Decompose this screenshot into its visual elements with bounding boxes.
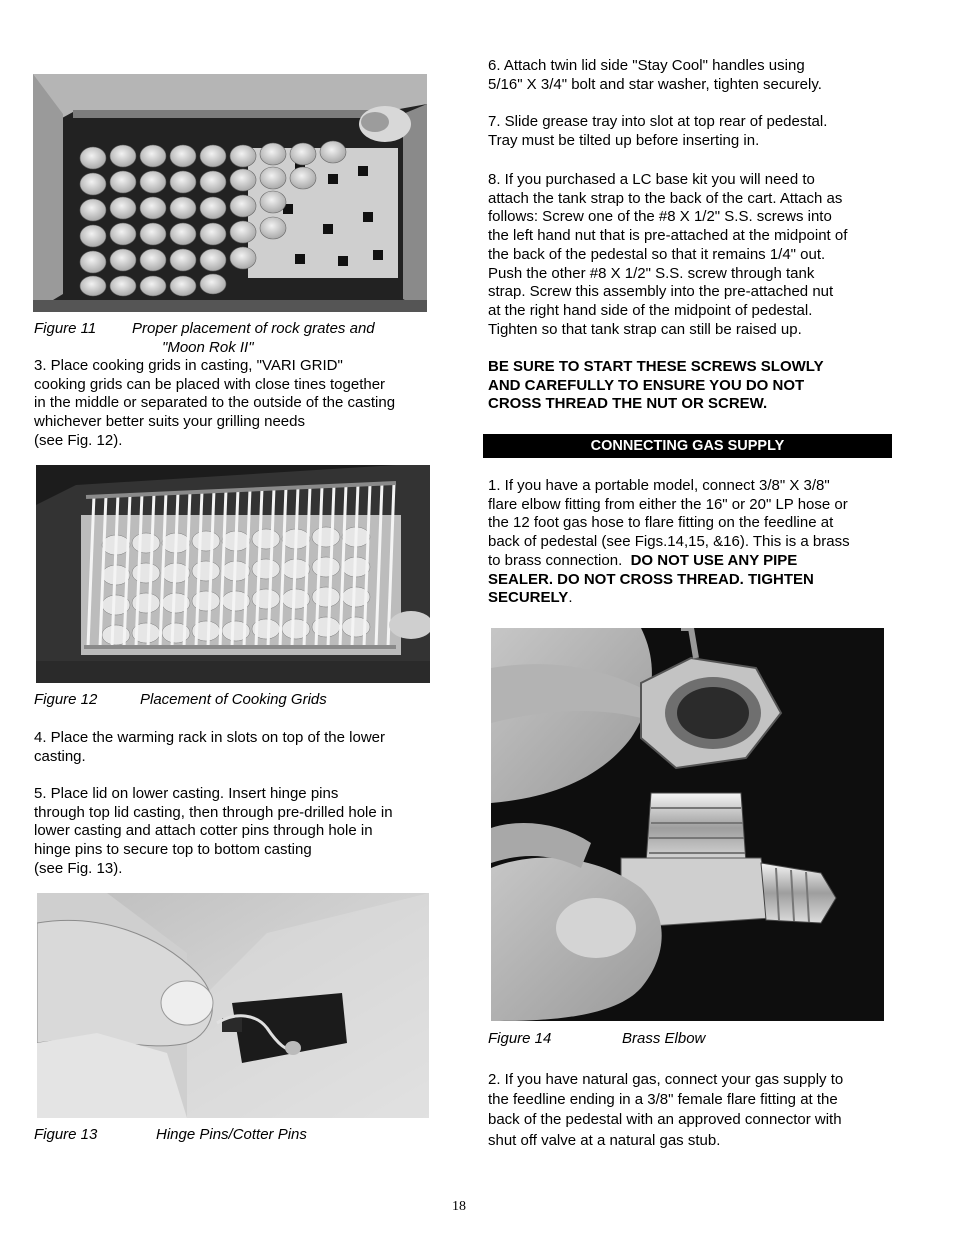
- text-line: 5. Place lid on lower casting. Insert hinge pins: [34, 785, 339, 802]
- figure-13-title: Hinge Pins/Cotter Pins: [156, 1126, 307, 1143]
- text-line: shut off valve at a natural gas stub.: [488, 1131, 721, 1149]
- gas-step-2-text: [488, 1070, 843, 1151]
- text-line: 4. Place the warming rack in slots on top of the lower: [34, 729, 386, 746]
- figure-12-caption: [34, 691, 327, 710]
- figure-12-number: Figure 12: [34, 691, 98, 708]
- figure-13-photo: [37, 893, 429, 1118]
- step-3-text: [34, 357, 395, 451]
- text-line: Tighten so that tank strap can still be raised up.: [488, 320, 802, 338]
- text-line: 6. Attach twin lid side "Stay Cool" handles using: [488, 57, 805, 74]
- text-line: SEALER. DO NOT CROSS THREAD. TIGHTEN: [488, 570, 814, 588]
- text-line: strap. Screw this assembly into the pre-attached nut: [488, 283, 834, 301]
- text-line: 5/16" X 3/4" bolt and star washer, tighten securely.: [488, 75, 822, 93]
- text-line: the 12 foot gas hose to flare fitting on the feedline at: [488, 514, 834, 532]
- figure-14-title: Brass Elbow: [622, 1030, 706, 1047]
- text-line: (see Fig. 13).: [34, 859, 123, 877]
- text-line: 3. Place cooking grids in casting, "VARI GRID": [34, 357, 343, 374]
- figure-14-caption: [488, 1030, 705, 1049]
- figure-12-photo: [36, 465, 430, 683]
- text-line: back of pedestal (see Figs.14,15, &16). This is a brass: [488, 533, 850, 551]
- gas-step-1-text: [488, 477, 850, 608]
- step-4-text: [34, 729, 385, 766]
- text-line: hinge pins to secure top to bottom casting: [34, 841, 312, 859]
- figure-13-number: Figure 13: [34, 1126, 98, 1143]
- text-line: the feedline ending in a 3/8" female flare fitting at the: [488, 1091, 838, 1109]
- text-line: follows: Screw one of the #8 X 1/2" S.S. screws into: [488, 208, 832, 226]
- text-line: 7. Slide grease tray into slot at top rear of pedestal.: [488, 113, 828, 130]
- text-line: (see Fig. 12).: [34, 431, 123, 449]
- text-line: [488, 589, 850, 608]
- figure-11-photo: [33, 74, 427, 312]
- text-line: lower casting and attach cotter pins through hole in: [34, 822, 373, 840]
- figure-11-caption: [34, 320, 375, 357]
- figure-14-number: Figure 14: [488, 1030, 552, 1047]
- text-line: Tray must be tilted up before inserting in.: [488, 131, 760, 149]
- figure-13-caption: [34, 1126, 307, 1145]
- figure-12-title: Placement of Cooking Grids: [140, 691, 327, 708]
- text-line: [488, 552, 850, 571]
- text-line: through top lid casting, then through pre-drilled hole in: [34, 803, 393, 821]
- text-line: in the middle or separated to the outside of the casting: [34, 394, 396, 412]
- step-6-text: [488, 57, 822, 94]
- text-run-bold: DO NOT USE ANY PIPE: [630, 551, 798, 569]
- figure-11-title: Proper placement of rock grates and: [132, 320, 375, 337]
- text-line: CROSS THREAD THE NUT OR SCREW.: [488, 395, 768, 413]
- text-line: 2. If you have natural gas, connect your gas supply to: [488, 1071, 844, 1088]
- page-number: 18: [452, 1199, 466, 1214]
- text-line: at the right hand side of the midpoint of pedestal.: [488, 301, 813, 319]
- text-line: the back of the pedestal so that it remains 1/4" out.: [488, 245, 826, 263]
- text-run-bold: SECURELY: [488, 589, 569, 607]
- step-8-text: [488, 171, 847, 339]
- text-line: flare elbow fitting from either the 16" or 20" LP hose or: [488, 495, 848, 513]
- text-line: attach the tank strap to the back of the cart. Attach as: [488, 189, 843, 207]
- text-line: Push the other #8 X 1/2" S.S. screw through tank: [488, 264, 815, 282]
- text-line: cooking grids can be placed with close tines together: [34, 375, 386, 393]
- screw-warning: [488, 358, 824, 414]
- text-line: the left hand nut that is pre-attached at the midpoint of: [488, 227, 848, 245]
- text-line: back of the pedestal with an approved connector with: [488, 1111, 842, 1129]
- section-heading-gas-supply: CONNECTING GAS SUPPLY: [483, 434, 892, 458]
- text-run: to brass connection.: [488, 551, 631, 569]
- text-line: 1. If you have a portable model, connect 3/8" X 3/8": [488, 477, 830, 494]
- step-7-text: [488, 113, 827, 150]
- figure-14-photo: [491, 628, 884, 1021]
- figure-11-number: Figure 11: [34, 320, 97, 337]
- text-line: casting.: [34, 747, 86, 765]
- text-line: 8. If you purchased a LC base kit you will need to: [488, 171, 815, 188]
- text-line: AND CAREFULLY TO ENSURE YOU DO NOT: [488, 376, 805, 394]
- text-run: .: [568, 589, 573, 607]
- text-line: whichever better suits your grilling needs: [34, 413, 305, 431]
- text-line: BE SURE TO START THESE SCREWS SLOWLY: [488, 358, 824, 375]
- figure-11-title-line-2: "Moon Rok II": [162, 338, 254, 356]
- step-5-text: [34, 785, 393, 879]
